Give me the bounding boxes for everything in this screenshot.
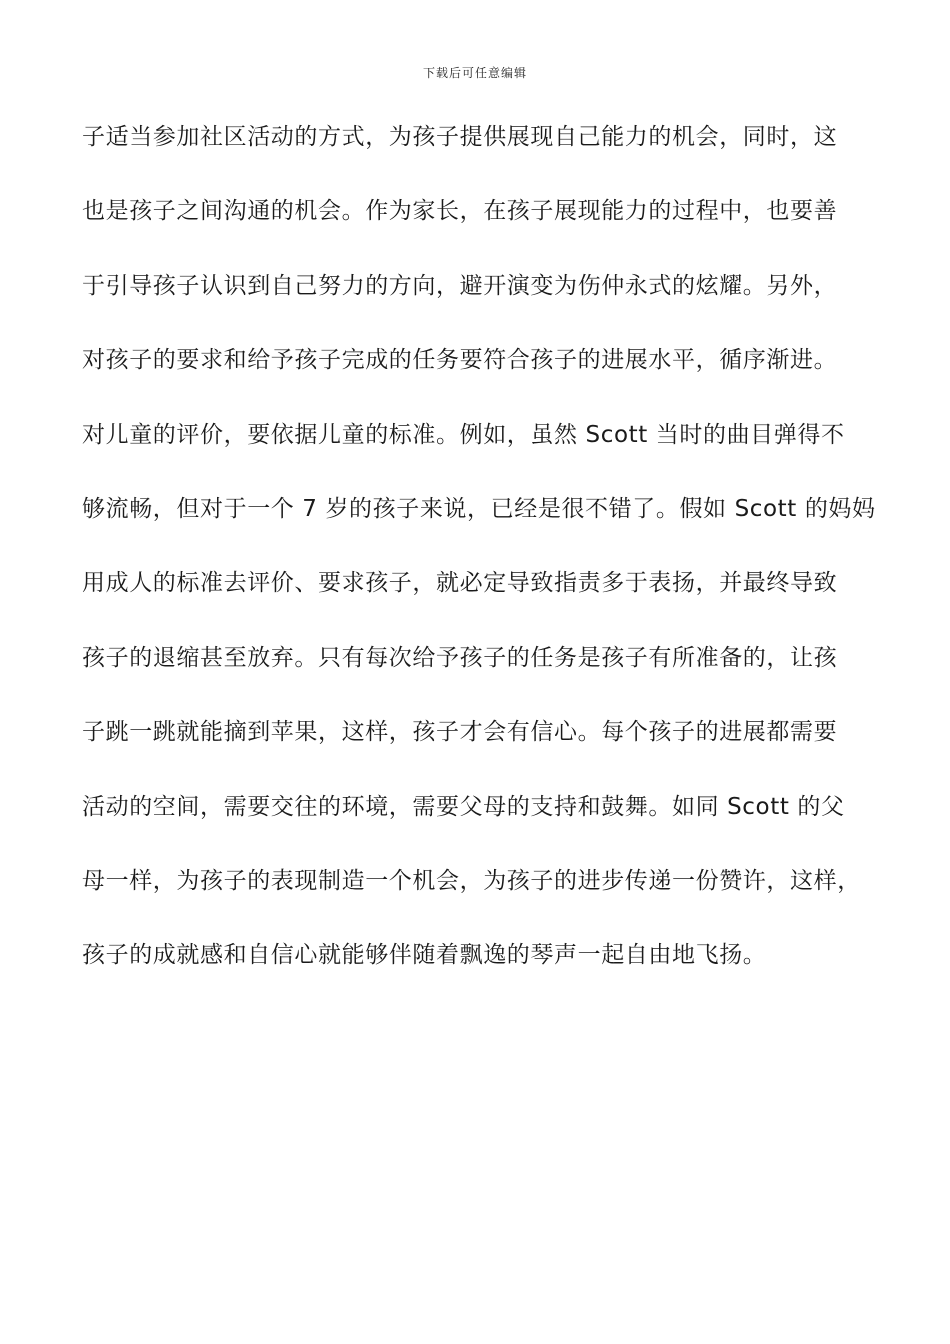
- text-line: 孩子的成就感和自信心就能够伴随着飘逸的琴声一起自由地飞扬。: [82, 942, 767, 969]
- text-line: 够流畅，但对于一个 7 岁的孩子来说，已经是很不错了。假如 Scott 的妈妈: [82, 495, 876, 522]
- text-line: 子适当参加社区活动的方式，为孩子提供展现自己能力的机会，同时，这: [82, 124, 838, 150]
- text-line: 对儿童的评价，要依据儿童的标准。例如，虽然 Scott 当时的曲目弹得不: [82, 421, 845, 448]
- text-line: 子跳一跳就能摘到苹果，这样，孩子才会有信心。每个孩子的进展都需要: [82, 719, 838, 746]
- text-line: 用成人的标准去评价、要求孩子，就必定导致指责多于表扬，并最终导致: [82, 570, 838, 597]
- text-line: 母一样，为孩子的表现制造一个机会，为孩子的进步传递一份赞许，这样，: [82, 867, 861, 894]
- text-line: 对孩子的要求和给予孩子完成的任务要符合孩子的进展水平，循序渐进。: [82, 347, 838, 374]
- body-text: [82, 112, 882, 1005]
- text-line: 也是孩子之间沟通的机会。作为家长，在孩子展现能力的过程中，也要善: [82, 198, 838, 225]
- text-line: 于引导孩子认识到自己努力的方向，避开演变为伤仲永式的炫耀。另外，: [82, 272, 838, 299]
- header-note: 下载后可任意编辑: [422, 66, 527, 80]
- text-line: 活动的空间，需要交往的环境，需要父母的支持和鼓舞。如同 Scott 的父: [82, 793, 845, 820]
- text-line: 孩子的退缩甚至放弃。只有每次给予孩子的任务是孩子有所准备的，让孩: [82, 644, 838, 671]
